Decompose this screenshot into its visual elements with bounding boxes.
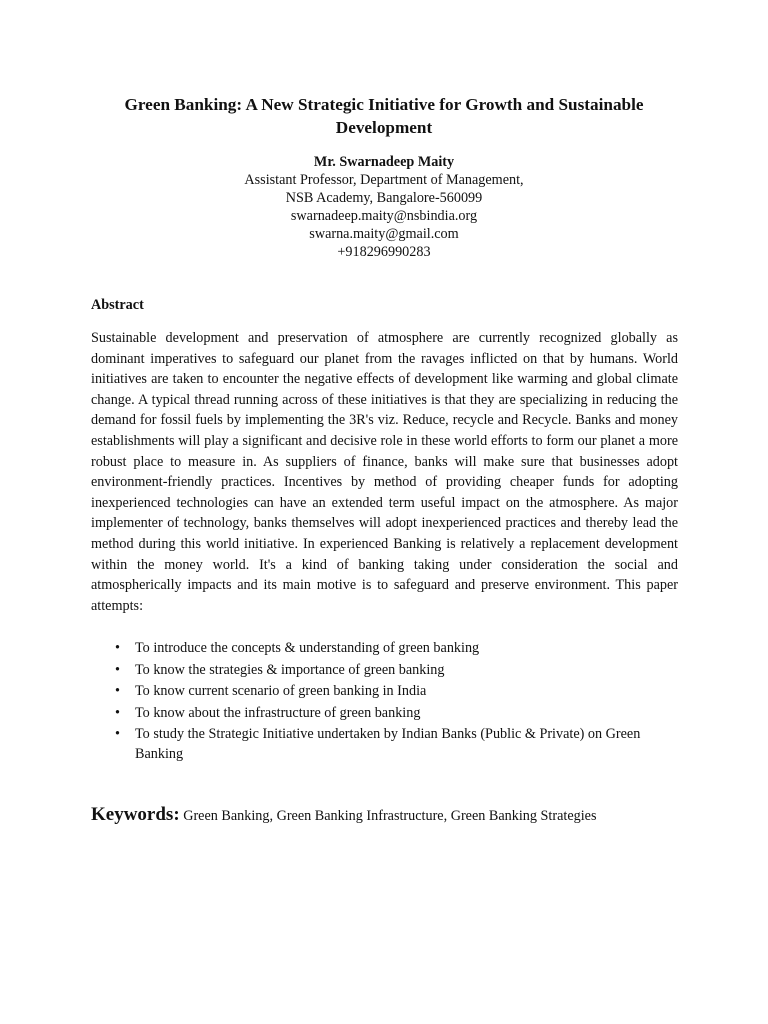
objective-text: To know about the infrastructure of green banking: [135, 704, 421, 721]
bullet-icon: •: [115, 640, 120, 656]
author-email-work: swarnadeep.maity@nsbindia.org: [290, 208, 478, 224]
author-email-personal: swarna.maity@gmail.com: [309, 226, 459, 242]
list-item: [91, 681, 681, 701]
objectives-list: [91, 638, 681, 766]
objective-text: To introduce the concepts & understanding of green banking: [135, 640, 480, 656]
author-block: [134, 153, 634, 261]
list-item: [91, 660, 681, 680]
keywords-text: Green Banking, Green Banking Infrastructure, Green Banking Strategies: [183, 808, 597, 824]
abstract-body: Sustainable development and preservation of atmosphere are currently recognized globally as dominant imperatives to safeguard our planet from the ravages inflicted on that by humans. World initiatives are taken to encounter the negative effects of development like warming and global climate change. A typical thread running across of these initiatives is that they are specializing in reducing the demand for fossil fuels by implementing the 3R's viz. Reduce, recycle and Recycle. Banks and money establishments will play a significant and decisive role in these world efforts to form our planet a more robust place to measure in. As suppliers of finance, banks will make sure that businesses adopt environment-friendly practices. Incentives by method of providing cheaper funds for adopting inexperienced technologies can have an extended term useful impact on the atmosphere. As major implementer of technology, banks themselves will adopt inexperienced practices and thereby lead the method during this world initiative. In experienced Banking is relatively a replacement development within the money world. It's a kind of banking taking under consideration the social and atmospherically impacts and its main motive is to safeguard and preserve environment. This paper attempts:: [91, 330, 678, 614]
list-item: [91, 724, 681, 764]
bullet-icon: •: [115, 726, 120, 743]
author-phone: +918296990283: [337, 244, 431, 260]
author-name: Mr. Swarnadeep Maity: [313, 154, 455, 170]
abstract-heading: Abstract: [91, 297, 144, 313]
objective-text: To know the strategies & importance of green banking: [135, 661, 445, 678]
bullet-icon: •: [115, 683, 120, 700]
list-item: [91, 638, 681, 658]
bullet-icon: •: [115, 704, 120, 721]
objective-text: To know current scenario of green banking in India: [135, 683, 427, 700]
list-item: [91, 703, 681, 723]
keywords-label: Keywords:: [91, 804, 180, 825]
bullet-icon: •: [115, 661, 120, 678]
author-position: Assistant Professor, Department of Management,: [244, 172, 524, 188]
objective-text: To study the Strategic Initiative undertaken by Indian Banks (Public & Private) on Green Banking: [135, 726, 641, 763]
author-institution: NSB Academy, Bangalore-560099: [285, 190, 483, 206]
paper-title: Green Banking: A New Strategic Initiative for Growth and Sustainable Development: [124, 95, 644, 137]
keywords-section: [91, 803, 681, 828]
